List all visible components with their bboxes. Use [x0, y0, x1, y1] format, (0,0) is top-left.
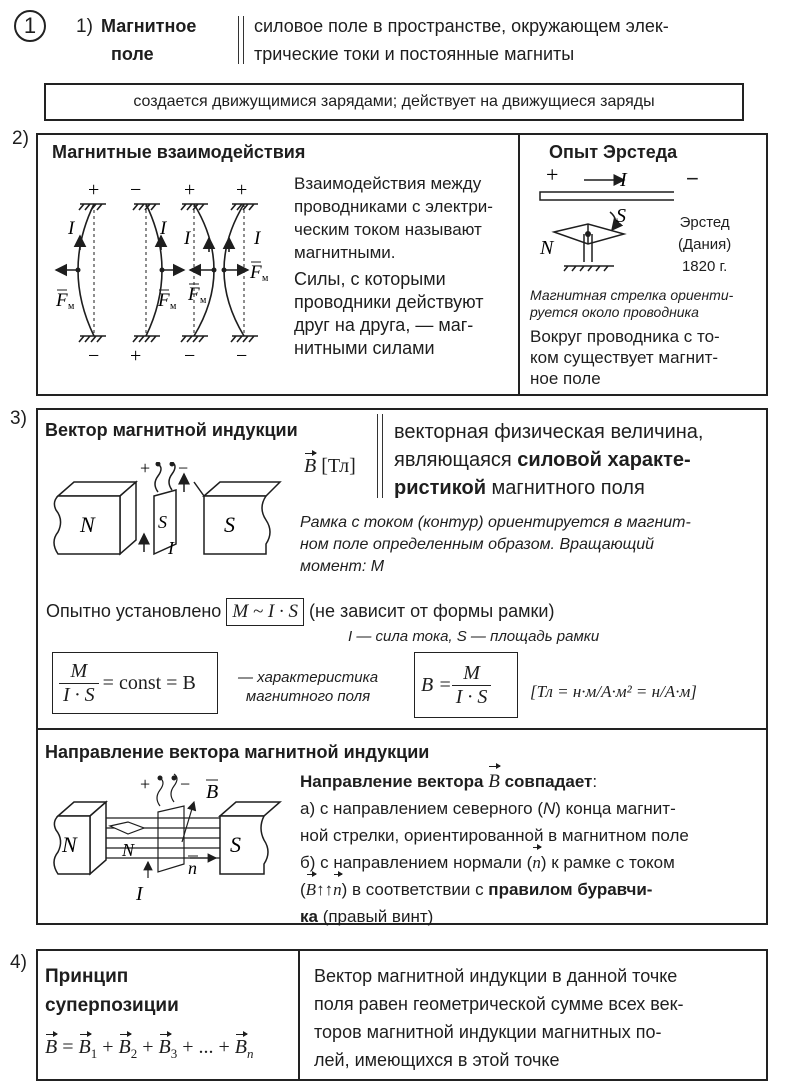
definition-separator [238, 16, 244, 64]
magnetic-interactions-title: Магнитные взаимодействия [52, 142, 306, 162]
definition-line-1: силовое поле в пространстве, окружающем элек- [254, 16, 669, 36]
characteristic-line-2: магнитного поля [245, 688, 371, 705]
induction-formula-lhs: B = [421, 673, 452, 696]
plus-sign-3: + [236, 179, 248, 201]
characteristic-line-1: — характеристика [238, 669, 379, 686]
oersted-caption-line-1: Магнитная стрелка ориенти- [530, 287, 734, 303]
title-separator [377, 414, 383, 498]
current-label-2: I [160, 218, 167, 239]
term-line-1: Магнитное [101, 16, 197, 36]
needle-n-label: N [122, 840, 135, 860]
minus-sign-3: − [184, 345, 196, 367]
induction-fraction: $\frac{M}{I \cdot S}$ [452, 662, 492, 709]
forces-line-1: Силы, с которыми [294, 269, 446, 289]
term-line-2: поле [111, 44, 154, 64]
oersted-north: N [540, 237, 554, 259]
frame-text-line-3: момент: M [300, 558, 385, 575]
const-fraction: $\frac{M}{I \cdot S}$ [59, 660, 99, 707]
conductors-diagram [42, 170, 282, 370]
minus-sign-2: − [88, 345, 100, 367]
oersted-title: Опыт Эрстеда [549, 142, 678, 162]
direction-a-line-1: а) с направлением северного (N) конца магнит- [300, 799, 676, 818]
interactions-line-4: магнитными. [294, 243, 396, 262]
force-sub-4: м [262, 273, 269, 284]
frame-area-label: S [158, 512, 167, 532]
frame-torque-text [300, 512, 691, 578]
superposition-title-line-1: Принцип [45, 966, 129, 987]
interactions-text [294, 172, 512, 360]
induction-definition [394, 418, 703, 502]
superposition-line-1: Вектор магнитной индукции в данной точке [314, 966, 678, 986]
direction-title: Направление вектора магнитной индукции [45, 742, 430, 762]
force-label-3: F [188, 284, 200, 305]
forces-line-4: нитными силами [294, 338, 435, 358]
oersted-text [530, 326, 720, 389]
frame-plus: + [140, 462, 151, 478]
oersted-caption-line-2: руется около проводника [530, 304, 699, 320]
minus-sign-1: − [130, 179, 142, 201]
oersted-text-line-2: ком существует магнит- [530, 348, 719, 367]
field-characteristic [238, 668, 378, 706]
direction-lead: Направление вектора B совпадает: [300, 768, 689, 795]
oersted-minus: − [686, 166, 699, 191]
magnet-south-label: S [224, 512, 235, 537]
term-magnetic-field [101, 14, 196, 66]
oersted-author: Эрстед [679, 214, 730, 231]
frame-text-line-1: Рамка с током (контур) ориентируется в магнит- [300, 514, 691, 531]
superposition-title [45, 962, 179, 1020]
oersted-credit [678, 213, 731, 276]
plus-sign-2: + [184, 179, 196, 201]
magnet-north-label: N [80, 512, 95, 537]
oersted-year: 1820 г. [681, 258, 728, 275]
interactions-line-1: Взаимодействия между [294, 174, 482, 193]
plus-sign-4: + [130, 345, 142, 367]
force-sub-2: м [170, 301, 177, 312]
frame-current-label: I [168, 538, 174, 558]
experimental-row [46, 598, 554, 626]
induction-def-line-3: ристикой магнитного поля [394, 477, 645, 499]
banner-box [44, 83, 744, 121]
tesla-units: [Тл = н·м/А·м² = н/А·м] [530, 682, 697, 701]
force-label-1: F [56, 290, 68, 311]
needle-plus: + [140, 774, 151, 794]
interactions-line-3: ческим током называют [294, 220, 482, 239]
force-label-2: F [158, 290, 170, 311]
magnetic-field-definition [254, 14, 669, 66]
const-rhs: = const = B [102, 671, 196, 694]
induction-vector-title: Вектор магнитной индукции [45, 420, 298, 440]
direction-text [300, 768, 689, 930]
experimental-note: (не зависит от формы рамки) [309, 601, 555, 621]
oersted-country: (Дания) [678, 236, 732, 253]
current-label-3: I [184, 228, 191, 249]
direction-b-line-2: (B↑↑n) в соответствии с правилом буравчи- [300, 876, 689, 903]
force-sub-1: м [68, 301, 75, 312]
direction-b-line-1: б) с направлением нормали (n) к рамке с током [300, 849, 689, 876]
needle-frame-diagram [44, 772, 294, 907]
forces-line-3: друг на друга, — маг- [294, 315, 474, 335]
superposition-line-3: торов магнитной индукции магнитных по- [314, 1022, 662, 1042]
definition-line-2: трические токи и постоянные магниты [254, 44, 575, 64]
magnet-n-label: N [62, 832, 77, 857]
forces-line-2: проводники действуют [294, 292, 484, 312]
superposition-title-line-2: суперпозиции [45, 995, 179, 1016]
plus-sign-1: + [88, 179, 100, 201]
section-2-number: 2) [12, 128, 29, 149]
needle-minus: − [180, 774, 191, 794]
frame-text-line-2: ном поле определенным образом. Вращающий [300, 536, 655, 553]
banner-text: создается движущимися зарядами; действует на движущиеся заряды [133, 93, 655, 110]
direction-b-line-3: ка (правый винт) [300, 907, 434, 926]
induction-symbol [304, 455, 356, 478]
minus-sign-4: − [236, 345, 248, 367]
oersted-text-line-3: ное поле [530, 369, 601, 388]
section-2-divider [518, 133, 520, 396]
frame-minus: − [178, 462, 189, 478]
const-formula-box [52, 652, 218, 714]
experimental-label: Опытно установлено [46, 601, 222, 621]
oersted-text-line-1: Вокруг проводника с то- [530, 327, 720, 346]
induction-def-line-2: являющаяся силовой характе- [394, 449, 691, 471]
section-4-number: 4) [10, 952, 27, 973]
section-1-circle-number: 1 [14, 10, 46, 42]
superposition-line-2: поля равен геометрической сумме всех век- [314, 994, 684, 1014]
section-1-number: 1) [76, 16, 93, 37]
experimental-symbols: I — сила тока, S — площадь рамки [348, 628, 600, 645]
oersted-south: S [616, 205, 626, 227]
direction-a-line-2: ной стрелки, ориентированной в магнитном поле [300, 826, 689, 845]
interactions-line-2: проводниками с электри- [294, 197, 493, 216]
superposition-text [314, 962, 684, 1074]
tesla-unit: [Тл] [321, 455, 356, 477]
oersted-current: I [620, 169, 627, 191]
frame-in-magnet-diagram [44, 462, 284, 570]
magnet-s-label: S [230, 832, 241, 857]
induction-formula-box [414, 652, 518, 718]
section-4-divider [298, 949, 300, 1081]
superposition-formula: $B = B_1 + B_2 + B_3$ + ... + $B_n$ [45, 1036, 254, 1061]
experimental-formula: M ~ I · S [226, 598, 304, 626]
section-3-number: 3) [10, 408, 27, 429]
b-vector-symbol: B [304, 455, 317, 477]
induction-def-line-1: векторная физическая величина, [394, 421, 704, 443]
normal-label: n [188, 858, 197, 878]
current-label-4: I [254, 228, 261, 249]
oersted-caption [530, 287, 733, 321]
current-label-1: I [68, 218, 75, 239]
oersted-diagram [524, 166, 674, 278]
b-vector-label: B [206, 781, 219, 803]
current-i-label: I [136, 883, 143, 905]
superposition-line-4: лей, имеющихся в этой точке [314, 1050, 560, 1070]
force-label-4: F [250, 262, 262, 283]
force-sub-3: м [200, 295, 207, 306]
section-3-divider [36, 728, 768, 730]
oersted-plus: + [546, 166, 559, 187]
